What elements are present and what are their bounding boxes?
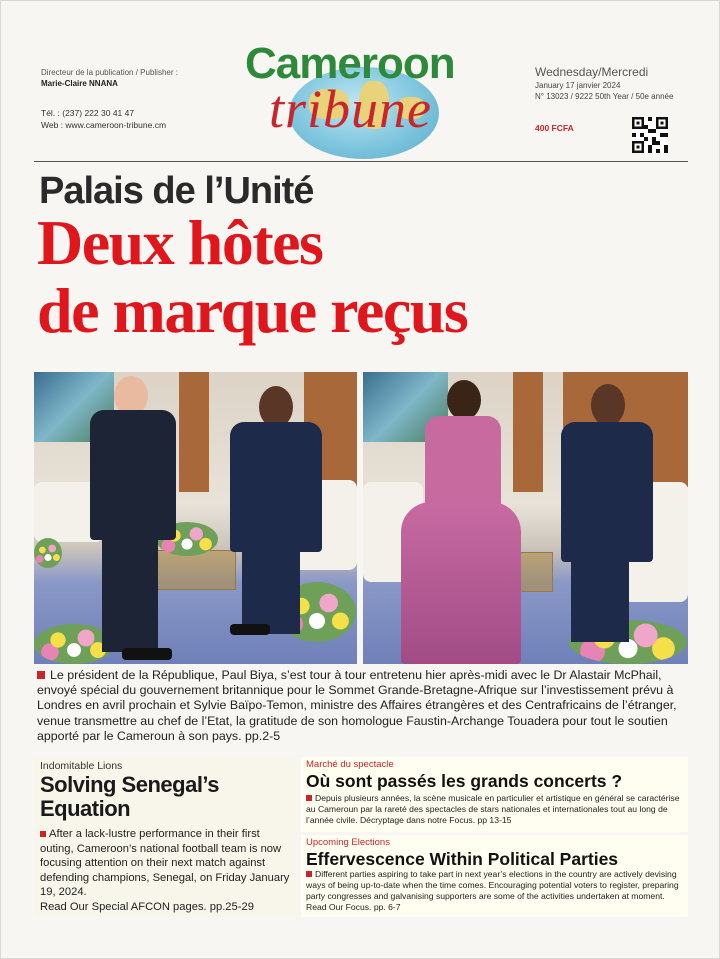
story-title: Effervescence Within Political Parties: [306, 849, 619, 869]
headline-line-1: Deux hôtes: [37, 207, 323, 278]
story-summary: Different parties aspiring to take part in next year’s elections in the country are actively devising ways of being up-to-date when the time comes. Encouraging potential voters to register, preparing party congresses and galvanising supporters are some of the activities undertaken at moment. Read Our Focus. pp. 6-7: [306, 869, 679, 912]
story-title: Où sont passés les grands concerts ?: [306, 771, 623, 791]
photo-caption: [37, 668, 689, 744]
red-square-bullet-icon: [306, 795, 312, 801]
story-title: Solving Senegal’s Equation: [40, 772, 219, 821]
story-summary: Depuis plusieurs années, la scène musicale en particulier et artistique en général se caractérise au Cameroun par la rareté des spectacles de stars nationales et internationales tout au long de l’année civile. Décryptage dans notre Focus. pp 13-15: [306, 793, 680, 825]
website: Web : www.cameroon-tribune.cm: [41, 120, 167, 130]
story-senegal[interactable]: [34, 757, 296, 917]
qr-code-icon: [632, 117, 668, 153]
publisher-info: [41, 67, 178, 89]
publisher-name: Marie-Claire NNANA: [41, 79, 118, 88]
price: 400 FCFA: [535, 123, 574, 133]
red-square-bullet-icon: [40, 831, 46, 837]
story-kicker: Indomitable Lions: [40, 760, 123, 772]
issue-day: Wednesday/Mercredi: [535, 65, 649, 79]
logo-word-tribune: tribune: [269, 79, 432, 139]
story-kicker: Upcoming Elections: [306, 837, 390, 848]
issue-date: January 17 janvier 2024: [535, 81, 621, 90]
red-square-bullet-icon: [37, 671, 45, 679]
red-square-bullet-icon: [306, 871, 312, 877]
headline-line-2: de marque reçus: [37, 275, 468, 346]
telephone: Tél. : (237) 222 30 41 47: [41, 108, 135, 118]
logo-word-cameroon: Cameroon: [245, 39, 455, 88]
story-elections[interactable]: [301, 835, 688, 917]
main-headline: [37, 209, 697, 345]
photo-biya-baipo-temon: [363, 372, 688, 664]
photo-biya-mcphail: [34, 372, 357, 664]
masthead: [1, 1, 720, 166]
story-pages: Read Our Special AFCON pages. pp.25-29: [40, 900, 254, 913]
publisher-label: Directeur de la publication / Publisher :: [41, 68, 178, 77]
cameroon-tribune-logo: [241, 39, 491, 159]
contact-info: [41, 107, 166, 131]
story-kicker: Marché du spectacle: [306, 759, 394, 770]
issue-number: N° 13023 / 9222 50th Year / 50e année: [535, 92, 674, 101]
issue-info: [535, 65, 673, 102]
masthead-rule: [34, 161, 688, 162]
headline-kicker: Palais de l’Unité: [39, 170, 314, 212]
story-summary: After a lack-lustre performance in their first outing, Cameroon’s national football team is now focusing attention on their next match against defending champions, Senegal, on Friday January 19, 2024. Read Our Special AFCON pages. pp.25-29: [40, 827, 294, 915]
story-concerts[interactable]: [301, 757, 688, 832]
caption-text: Le président de la République, Paul Biya, s’est tour à tour entretenu hier après-midi avec le Dr Alastair McPhail, envoyé spécial du gouvernement britannique pour le Sommet Grande-Bretagne-Afrique sur l’investissement prévu à Londres en avril prochain et Sylvie Baïpo-Temon, ministre des Affaires étrangères et des Centrafricains de l’étranger, venue transmettre au chef de l’Etat, la gratitude de son homologue Faustin-Archange Touadera pour tout le soutien apporté par le Cameroun à son pays. pp.2-5: [37, 668, 677, 743]
